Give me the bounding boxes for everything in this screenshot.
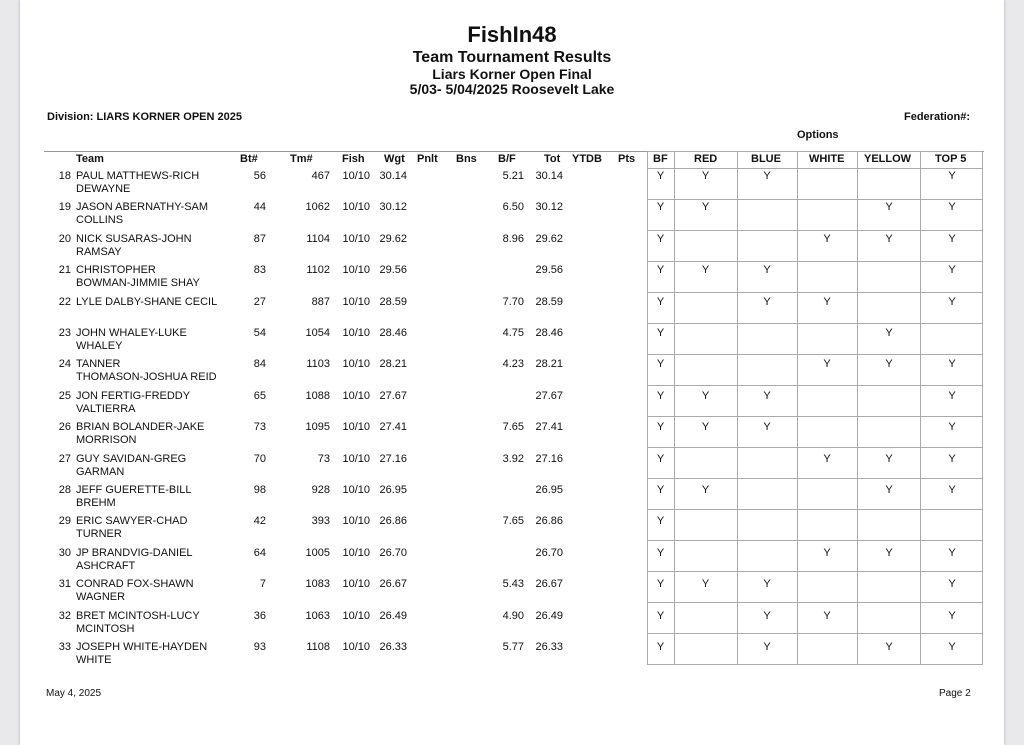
opt-top5: Y: [948, 170, 956, 182]
place: 33: [58, 641, 71, 653]
col-tm: Tm#: [290, 153, 313, 165]
result-row: [20, 639, 1004, 670]
footer-date: May 4, 2025: [46, 688, 102, 699]
team-name: [76, 358, 217, 384]
team-name: [76, 264, 200, 290]
team-name-line: WHITE: [76, 654, 112, 666]
weight: 28.46: [379, 327, 407, 339]
opt-white: Y: [823, 232, 831, 245]
opt-white: Y: [823, 358, 831, 371]
opt-bf: Y: [656, 421, 665, 434]
opt-red: Y: [701, 201, 710, 214]
weight: 28.21: [379, 358, 407, 371]
col-pnlt: Pnlt: [417, 153, 438, 165]
total-weight: 26.67: [535, 578, 563, 591]
boat-number: 84: [253, 358, 266, 371]
result-row: [20, 325, 1004, 356]
opt-top5: Y: [948, 578, 956, 591]
boat-number: 7: [259, 578, 266, 591]
fish-count: 10/10: [342, 578, 370, 591]
big-fish: 5.43: [502, 578, 524, 591]
team-name-line: COLLINS: [76, 214, 124, 227]
team-name-line: CHRISTOPHER: [76, 264, 156, 277]
report-subtitle: Team Tournament Results: [412, 49, 612, 66]
opt-top5: Y: [948, 641, 956, 653]
result-row: [20, 262, 1004, 293]
opt-blue: Y: [763, 295, 771, 308]
total-weight: 28.59: [535, 295, 563, 308]
opt-blue: Y: [763, 609, 771, 622]
team-number: 928: [311, 484, 330, 496]
result-row: [20, 199, 1004, 230]
result-row: [20, 576, 1004, 607]
team-name-line: MORRISON: [76, 434, 137, 447]
place: 32: [58, 609, 71, 622]
fish-count: 10/10: [342, 232, 370, 245]
total-weight: 27.16: [535, 452, 563, 465]
team-name: [76, 453, 186, 479]
team-name-line: BREHM: [76, 497, 116, 509]
total-weight: 30.12: [535, 201, 563, 214]
big-fish: 7.65: [502, 421, 524, 434]
weight: 26.70: [379, 546, 407, 559]
boat-number: 93: [253, 641, 266, 653]
fish-count: 10/10: [342, 515, 370, 528]
opt-top5: Y: [948, 201, 956, 214]
opt-yellow: Y: [885, 452, 893, 465]
opt-white: Y: [823, 546, 831, 559]
big-fish: 7.65: [502, 515, 524, 528]
boat-number: 65: [253, 389, 266, 402]
opt-top5: Y: [948, 232, 956, 245]
fish-count: 10/10: [342, 264, 370, 277]
team-number: 887: [311, 295, 330, 308]
fish-count: 10/10: [342, 170, 370, 182]
team-number: 1104: [306, 232, 330, 245]
total-weight: 28.46: [535, 327, 563, 339]
opt-yellow: Y: [885, 327, 893, 339]
team-name-line: JEFF GUERETTE-BILL: [76, 484, 192, 496]
opt-yellow: Y: [885, 641, 893, 653]
boat-number: 44: [253, 201, 266, 214]
result-row: [20, 168, 1004, 199]
team-name-line: TURNER: [76, 528, 122, 541]
place: 24: [58, 358, 71, 371]
opt-bf: Y: [656, 264, 665, 277]
opt-top5: Y: [948, 295, 956, 308]
opt-bf: Y: [656, 389, 665, 402]
place: 18: [58, 170, 71, 182]
result-row: [20, 356, 1004, 387]
boat-number: 70: [253, 452, 266, 465]
big-fish: 5.21: [502, 170, 524, 182]
fish-count: 10/10: [342, 327, 370, 339]
result-row: [20, 419, 1004, 450]
team-number: 73: [317, 452, 330, 465]
weight: 30.12: [379, 201, 407, 214]
boat-number: 87: [253, 232, 266, 245]
opt-bf: Y: [656, 452, 665, 465]
opt-top5: Y: [948, 389, 956, 402]
opt-yellow: Y: [885, 201, 893, 214]
team-name-line: WHALEY: [76, 340, 123, 352]
federation-label: Federation#:: [904, 111, 971, 123]
col-bns: Bns: [456, 153, 477, 165]
opt-top5: Y: [948, 358, 956, 371]
place: 25: [58, 389, 71, 402]
big-fish: 4.90: [502, 609, 524, 622]
boat-number: 42: [253, 515, 266, 528]
col-fish: Fish: [342, 153, 365, 165]
weight: 28.59: [379, 295, 407, 308]
fish-count: 10/10: [342, 358, 370, 371]
opt-red: Y: [701, 578, 710, 591]
opt-yellow: Y: [885, 484, 893, 496]
report-title: FishIn48: [467, 22, 557, 47]
result-row: [20, 513, 1004, 544]
team-number: 1005: [305, 546, 330, 559]
opt-white: Y: [823, 609, 831, 622]
col-ytdb: YTDB: [572, 153, 602, 165]
weight: 27.67: [379, 389, 407, 402]
col-opt-blue: BLUE: [751, 153, 781, 165]
opt-top5: Y: [948, 484, 956, 496]
team-number: 1102: [306, 264, 330, 277]
big-fish: 4.75: [502, 327, 524, 339]
big-fish: 8.96: [502, 232, 524, 245]
opt-blue: Y: [763, 641, 771, 653]
opt-top5: Y: [948, 264, 956, 277]
total-weight: 27.41: [535, 421, 563, 434]
team-name-line: JOSEPH WHITE-HAYDEN: [76, 641, 208, 653]
result-row: [20, 545, 1004, 576]
opt-white: Y: [823, 452, 831, 465]
opt-bf: Y: [656, 358, 665, 371]
result-row: [20, 294, 1004, 325]
opt-yellow: Y: [885, 546, 893, 559]
team-name: [76, 610, 200, 636]
weight: 26.67: [379, 578, 407, 591]
boat-number: 36: [253, 609, 266, 622]
weight: 26.49: [379, 609, 407, 622]
col-bt: Bt#: [240, 153, 258, 165]
total-weight: 29.56: [535, 264, 563, 277]
team-number: 467: [311, 170, 330, 182]
opt-bf: Y: [656, 201, 665, 214]
fish-count: 10/10: [342, 484, 370, 496]
team-name-line: JASON ABERNATHY-SAM: [76, 201, 209, 214]
opt-yellow: Y: [885, 358, 893, 371]
big-fish: 4.23: [502, 358, 524, 371]
team-name: [76, 547, 193, 573]
team-name-line: WAGNER: [76, 591, 126, 604]
col-team: Team: [76, 153, 104, 165]
opt-red: Y: [701, 484, 710, 496]
total-weight: 26.49: [535, 609, 563, 622]
team-number: 1054: [305, 327, 330, 339]
boat-number: 64: [253, 546, 266, 559]
team-name-line: JON FERTIG-FREDDY: [76, 389, 191, 402]
team-name-line: THOMASON-JOSHUA REID: [76, 371, 217, 384]
team-number: 1108: [306, 641, 330, 653]
big-fish: 7.70: [502, 295, 524, 308]
total-weight: 26.86: [535, 515, 563, 528]
result-row: [20, 451, 1004, 482]
total-weight: 30.14: [535, 170, 563, 182]
weight: 26.95: [379, 484, 407, 496]
big-fish: 6.50: [502, 201, 524, 214]
fish-count: 10/10: [342, 609, 370, 622]
team-name: [76, 233, 192, 259]
opt-blue: Y: [763, 170, 771, 182]
boat-number: 83: [253, 264, 266, 277]
opt-bf: Y: [656, 515, 665, 528]
team-name-line: DEWAYNE: [76, 183, 131, 195]
place: 27: [58, 452, 71, 465]
col-wgt: Wgt: [384, 153, 405, 165]
fish-count: 10/10: [342, 295, 370, 308]
col-opt-red: RED: [694, 153, 718, 165]
team-name-line: JOHN WHALEY-LUKE: [76, 327, 187, 339]
team-name-line: RAMSAY: [76, 245, 122, 258]
weight: 26.33: [379, 641, 407, 653]
team-number: 1083: [305, 578, 330, 591]
team-name: [76, 515, 187, 541]
place: 30: [58, 546, 71, 559]
team-name-line: BRIAN BOLANDER-JAKE: [76, 421, 205, 434]
col-opt-bf: BF: [653, 153, 668, 165]
fish-count: 10/10: [342, 452, 370, 465]
boat-number: 27: [253, 295, 266, 308]
opt-bf: Y: [656, 232, 665, 245]
team-number: 1063: [305, 609, 330, 622]
opt-yellow: Y: [885, 232, 893, 245]
col-tot: Tot: [544, 153, 561, 165]
weight: 29.62: [379, 232, 407, 245]
opt-top5: Y: [948, 546, 956, 559]
opt-bf: Y: [656, 170, 665, 182]
fish-count: 10/10: [342, 641, 370, 653]
options-label: Options: [797, 129, 839, 141]
opt-bf: Y: [656, 484, 665, 496]
team-number: 1062: [305, 201, 330, 214]
team-name-line: LYLE DALBY-SHANE CECIL: [76, 295, 218, 308]
team-name: [76, 201, 208, 227]
team-name-line: VALTIERRA: [76, 402, 136, 415]
opt-blue: Y: [763, 578, 771, 591]
result-row: [20, 388, 1004, 419]
weight: 27.16: [379, 452, 407, 465]
team-name: [76, 641, 207, 667]
event-dates: 5/03- 5/04/2025 Roosevelt Lake: [409, 81, 615, 97]
col-opt-yellow: YELLOW: [864, 153, 912, 165]
weight: 27.41: [379, 421, 407, 434]
team-name: [76, 390, 190, 416]
footer-page-number: Page 2: [939, 688, 971, 699]
opt-bf: Y: [656, 327, 665, 339]
result-row: [20, 482, 1004, 513]
opt-red: Y: [701, 264, 710, 277]
opt-blue: Y: [763, 389, 771, 402]
team-name-line: JP BRANDVIG-DANIEL: [76, 546, 193, 559]
opt-red: Y: [701, 170, 710, 182]
team-number: 1103: [306, 358, 330, 371]
team-number: 1088: [305, 389, 330, 402]
opt-bf: Y: [656, 295, 665, 308]
team-number: 1095: [305, 421, 330, 434]
big-fish: 3.92: [502, 452, 524, 465]
place: 21: [58, 264, 71, 277]
col-pts: Pts: [618, 153, 636, 165]
place: 31: [58, 578, 71, 591]
col-opt-white: WHITE: [809, 153, 845, 165]
opt-top5: Y: [948, 421, 956, 434]
result-row: [20, 608, 1004, 639]
place: 28: [58, 484, 71, 496]
fish-count: 10/10: [342, 546, 370, 559]
col-opt-top5: TOP 5: [935, 153, 967, 165]
place: 23: [58, 327, 71, 339]
total-weight: 28.21: [535, 358, 563, 371]
opt-bf: Y: [656, 546, 665, 559]
team-name-line: NICK SUSARAS-JOHN: [76, 232, 192, 245]
weight: 30.14: [379, 170, 407, 182]
result-row: [20, 231, 1004, 262]
fish-count: 10/10: [342, 421, 370, 434]
team-name-line: TANNER: [76, 358, 121, 371]
team-name-line: GUY SAVIDAN-GREG: [76, 452, 187, 465]
place: 20: [58, 232, 71, 245]
opt-bf: Y: [656, 641, 665, 653]
opt-top5: Y: [948, 609, 956, 622]
opt-red: Y: [701, 389, 710, 402]
big-fish: 5.77: [502, 641, 524, 653]
boat-number: 54: [253, 327, 266, 339]
col-bf-weight: B/F: [498, 153, 516, 165]
results-page: [20, 0, 1004, 745]
total-weight: 26.33: [535, 641, 563, 653]
team-name: [76, 170, 199, 196]
fish-count: 10/10: [342, 201, 370, 214]
boat-number: 56: [253, 170, 266, 182]
team-name-line: ERIC SAWYER-CHAD: [76, 515, 188, 528]
place: 26: [58, 421, 71, 434]
team-name-line: BOWMAN-JIMMIE SHAY: [76, 277, 200, 290]
boat-number: 98: [253, 484, 266, 496]
team-name-line: GARMAN: [76, 465, 125, 478]
team-name-line: PAUL MATTHEWS-RICH: [76, 170, 200, 182]
opt-blue: Y: [763, 264, 771, 277]
total-weight: 26.70: [535, 546, 563, 559]
opt-blue: Y: [763, 421, 771, 434]
team-name: [76, 484, 192, 510]
total-weight: 27.67: [535, 389, 563, 402]
weight: 26.86: [379, 515, 407, 528]
opt-white: Y: [823, 295, 831, 308]
fish-count: 10/10: [342, 389, 370, 402]
boat-number: 73: [253, 421, 266, 434]
total-weight: 29.62: [535, 232, 563, 245]
opt-bf: Y: [656, 578, 665, 591]
opt-bf: Y: [656, 609, 665, 622]
weight: 29.56: [379, 264, 407, 277]
place: 22: [58, 295, 71, 308]
team-name-line: BRET MCINTOSH-LUCY: [76, 609, 200, 622]
division-label: Division: LIARS KORNER OPEN 2025: [47, 111, 242, 123]
opt-top5: Y: [948, 452, 956, 465]
place: 29: [58, 515, 71, 528]
team-number: 393: [311, 515, 330, 528]
team-name-line: CONRAD FOX-SHAWN: [76, 578, 194, 591]
team-name: [76, 421, 204, 447]
team-name-line: ASHCRAFT: [76, 559, 136, 572]
team-name: [76, 578, 194, 604]
total-weight: 26.95: [535, 484, 563, 496]
opt-red: Y: [701, 421, 710, 434]
event-name: Liars Korner Open Final: [432, 66, 592, 82]
team-name-line: MCINTOSH: [76, 622, 135, 635]
team-name: [76, 327, 187, 353]
place: 19: [58, 201, 71, 214]
team-name: [76, 296, 217, 309]
